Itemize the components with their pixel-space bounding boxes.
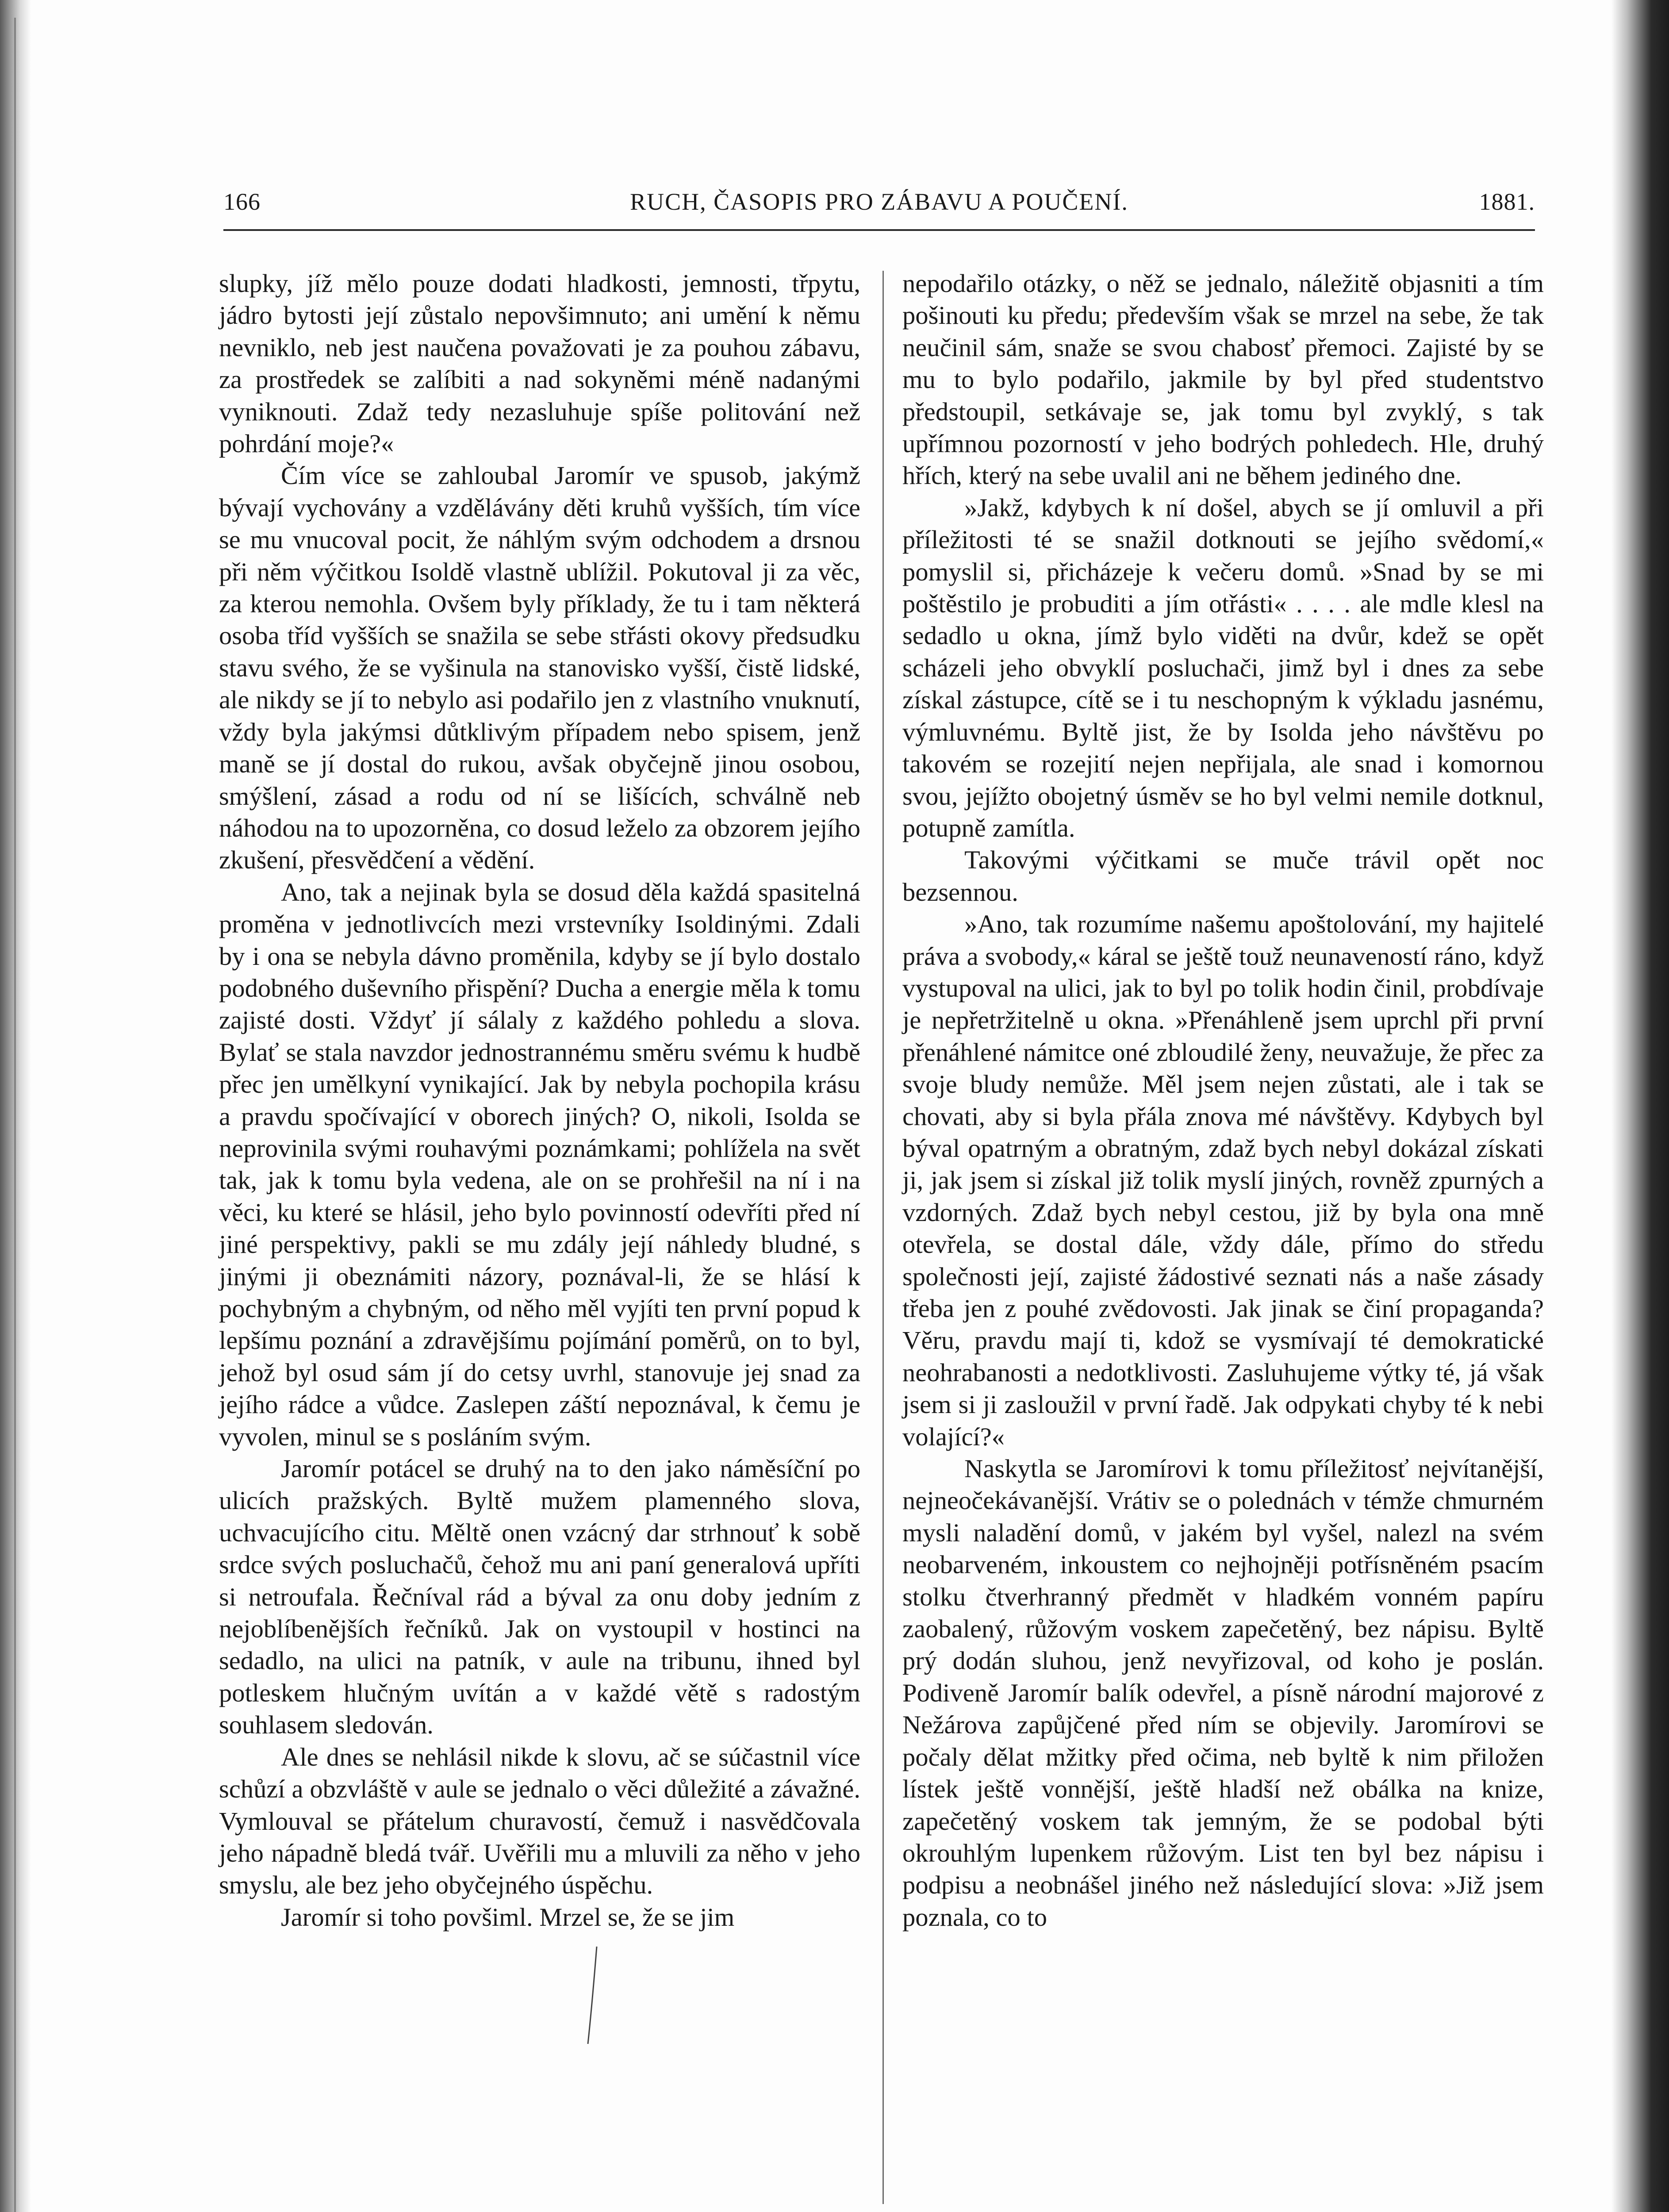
paragraph: slupky, jíž mělo pouze dodati hladkosti, jemnosti, třpytu, jádro bytosti její zůstalo nepovšimnuto; ani umění k němu nevniklo, neb jest naučena považovati je za pouhou zábavu, za prostředek se zalíbiti a nad sokyněmi méně nadanými vyniknouti. Zdaž tedy nezasluhuje spíše politování než pohrdání moje?« xyxy=(219,269,860,458)
paragraph: Jaromír potácel se druhý na to den jako náměsíční po ulicích pražských. Byltě mužem plamenného slova, uchvacujícího citu. Měltě onen vzácný dar strhnouť k sobě srdce svých posluchačů, čehož mu ani paní generalová upříti si netroufala. Řečníval rád a býval za onu doby jedním z nejoblíbenějších řečníků. Jak on vystoupil v hostinci na sedadlo, na ulici na patník, v aule na tribunu, ihned byl potleskem hlučným uvítán a v každé větě s radostým souhlasem sledován. xyxy=(219,1454,860,1740)
journal-title: RUCH, ČASOPIS PRO ZÁBAVU A POUČENÍ. xyxy=(630,188,1128,215)
paragraph: Jaromír si toho povšiml. Mrzel se, že se jim xyxy=(281,1902,735,1932)
left-column xyxy=(219,268,860,1933)
scan-right-edge xyxy=(1611,0,1669,2212)
page-number: 166 xyxy=(223,188,261,215)
paragraph: Naskytla se Jaromírovi k tomu příležitosť nejvítanější, nejneočekávanější. Vrátiv se o polednách v témže chmurném mysli naladění domů, v jakém byl vyšel, nalezl na svém neobarveném, inkoustem co nejhojněji potřísněném psacím stolku čtverhranný předmět v hladkém vonném papíru zaobalený, růžovým voskem zapečetěný, bez nápisu. Byltě prý dodán sluhou, jenž nevyřizoval, od koho je poslán. Podiveně Jaromír balík odevřel, a písně národní majorové z Nežárova zapůjčené před ním se objevily. Jaromírovi se počaly dělat mžitky před očima, neb byltě k nim přiložen lístek ještě vonnější, ještě hladší než obálka na knize, zapečetěný voskem tak jemným, že se podobal býti okrouhlým lupenkem růžovým. List ten byl bez nápisu i podpisu a neobnášel jiného než následující slova: »Již jsem poznala, co to xyxy=(902,1454,1544,1932)
column-divider xyxy=(882,271,884,2204)
right-column xyxy=(902,268,1544,1933)
paragraph: Čím více se zahloubal Jaromír ve spusob, jakýmž bývají vychovány a vzdělávány děti kruhů vyšších, tím více se mu vnucoval pocit, že náhlým svým odchodem a drsnou při něm výčitkou Isoldě vlastně ublížil. Pokutoval ji za věc, za kterou nemohla. Ovšem byly příklady, že tu i tam některá osoba tříd vyšších se snažila se sebe střásti okovy předsudku stavu svého, že se vyšinula na stanovisko vyšší, čistě lidské, ale nikdy se jí to nebylo asi podařilo jen z vlastního vnuknutí, vždy byla jakýmsi důtklivým případem nebo spisem, jenž maně se jí dostal do rukou, avšak obyčejně jinou osobou, smýšlení, zásad a rodu od ní se lišících, schválně neb náhodou na to upozorněna, co dosud leželo za obzorem jejího zkušení, přesvědčení a vědění. xyxy=(219,461,860,875)
paragraph: nepodařilo otázky, o něž se jednalo, náležitě objasniti a tím pošinouti ku předu; především však se mrzel na sebe, že tak neučinil sám, snaže se svou chabosť přemoci. Zajisté by se mu to bylo podařilo, jakmile by byl před studentstvo předstoupil, setkávaje se, jak tomu byl zvyklý, s tak upřímnou pozorností v jeho bodrých pohledech. Hle, druhý hřích, který na sebe uvalil ani ne během jediného dne. xyxy=(902,269,1544,490)
paragraph: Takovými výčitkami se muče trávil opět noc bezsennou. xyxy=(902,845,1544,906)
paragraph: Ano, tak a nejinak byla se dosud děla každá spasitelná proměna v jednotlivcích mezi vrstevníky Isoldinými. Zdali by i ona se nebyla dávno proměnila, kdyby se jí bylo dostalo podobného duševního přispění? Ducha a energie měla k tomu zajisté dosti. Vždyť jí sálaly z každého pohledu a slova. Bylať se stala navzdor jednostrannému směru svému k hudbě přec jen umělkyní vynikající. Jak by nebyla pochopila krásu a pravdu spočívající v oborech jiných? O, nikoli, Isolda se neprovinila svými rouhavými poznámkami; pohlížela na svět tak, jak k tomu byla vedena, ale on se prohřešil na ní i na věci, ku které se hlásil, jeho bylo povinností odevříti před ní jiné perspektivy, pakli se mu zdály její náhledy bludné, s jinými ji obeznámiti názory, poznával-li, že se hlásí k pochybným a chybným, od něho měl vyjíti ten první popud k lepšímu poznání a zdravějšímu pojímání poměrů, on to byl, jehož byl osud sám jí do cetsy uvrhl, stanovuje jej snad za jejího rádce a vůdce. Zaslepen záští nepoznával, k čemu je vyvolen, minul se s posláním svým. xyxy=(219,877,860,1451)
running-header xyxy=(223,188,1535,219)
paragraph: Ale dnes se nehlásil nikde k slovu, ač se súčastnil více schůzí a obzvláště v aule se jednalo o věci důležité a závažné. Vymlouval se přátelum churavostí, čemuž i nasvědčovala jeho nápadně bledá tvář. Uvěřili mu a mluvili za něho v jeho smyslu, ale bez jeho obyčejného úspěchu. xyxy=(219,1742,860,1900)
scan-left-shadow-line xyxy=(14,18,16,2212)
issue-year: 1881. xyxy=(1479,188,1535,215)
margin-pencil-mark xyxy=(586,1944,599,2046)
header-rule xyxy=(223,229,1535,231)
paragraph: »Ano, tak rozumíme našemu apoštolování, my hajitelé práva a svobody,« káral se ještě touž neunaveností ráno, když vystupoval na ulici, jak to byl po tolik hodin činil, probdívaje je nepřetržitelně u okna. »Přenáhleně jsem uprchl při první přenáhlené námitce oné zbloudilé ženy, neuvažuje, že přec za svoje bludy nemůže. Měl jsem nejen zůstati, ale i tak se chovati, aby si byla přála znova mé návštěvy. Kdybych byl býval opatrným a obratným, zdaž bych nebyl dokázal získati ji, jak jsem si získal již tolik myslí jiných, rovněž zpurných a vzdorných. Zdaž bych nebyl cestou, již by byla ona mně otevřela, se dostal dále, vždy dále, přímo do středu společnosti její, zajisté žádostivé seznati nás a naše zásady třeba jen z pouhé zvědovosti. Jak jinak se činí propaganda? Věru, pravdu mají ti, kdož se vysmívají té demokratické neohrabanosti a nedotklivosti. Zasluhujeme výtky té, já však jsem si ji zasloužil v první řadě. Jak odpykati chyby té k nebi volající?« xyxy=(902,910,1544,1451)
paragraph: »Jakž, kdybych k ní došel, abych se jí omluvil a při příležitosti té se snažil dotknouti se jejího svědomí,« pomyslil si, přicházeje k večeru domů. »Snad by se mi poštěstilo je probuditi a jím otřásti« . . . . ale mdle klesl na sedadlo u okna, jímž bylo viděti na dvůr, kdež se opět scházeli jeho obvyklí posluchači, jimž byl i dnes za sebe získal zástupce, cítě se i tu neschopným k výkladu jasnému, výmluvnému. Byltě jist, že by Isolda jeho návštěvu po takovém se rozejití nejen nepřijala, ale snad i komornou svou, jejížto obojetný úsměv se ho byl velmi nemile dotknul, potupně zamítla. xyxy=(902,493,1544,842)
